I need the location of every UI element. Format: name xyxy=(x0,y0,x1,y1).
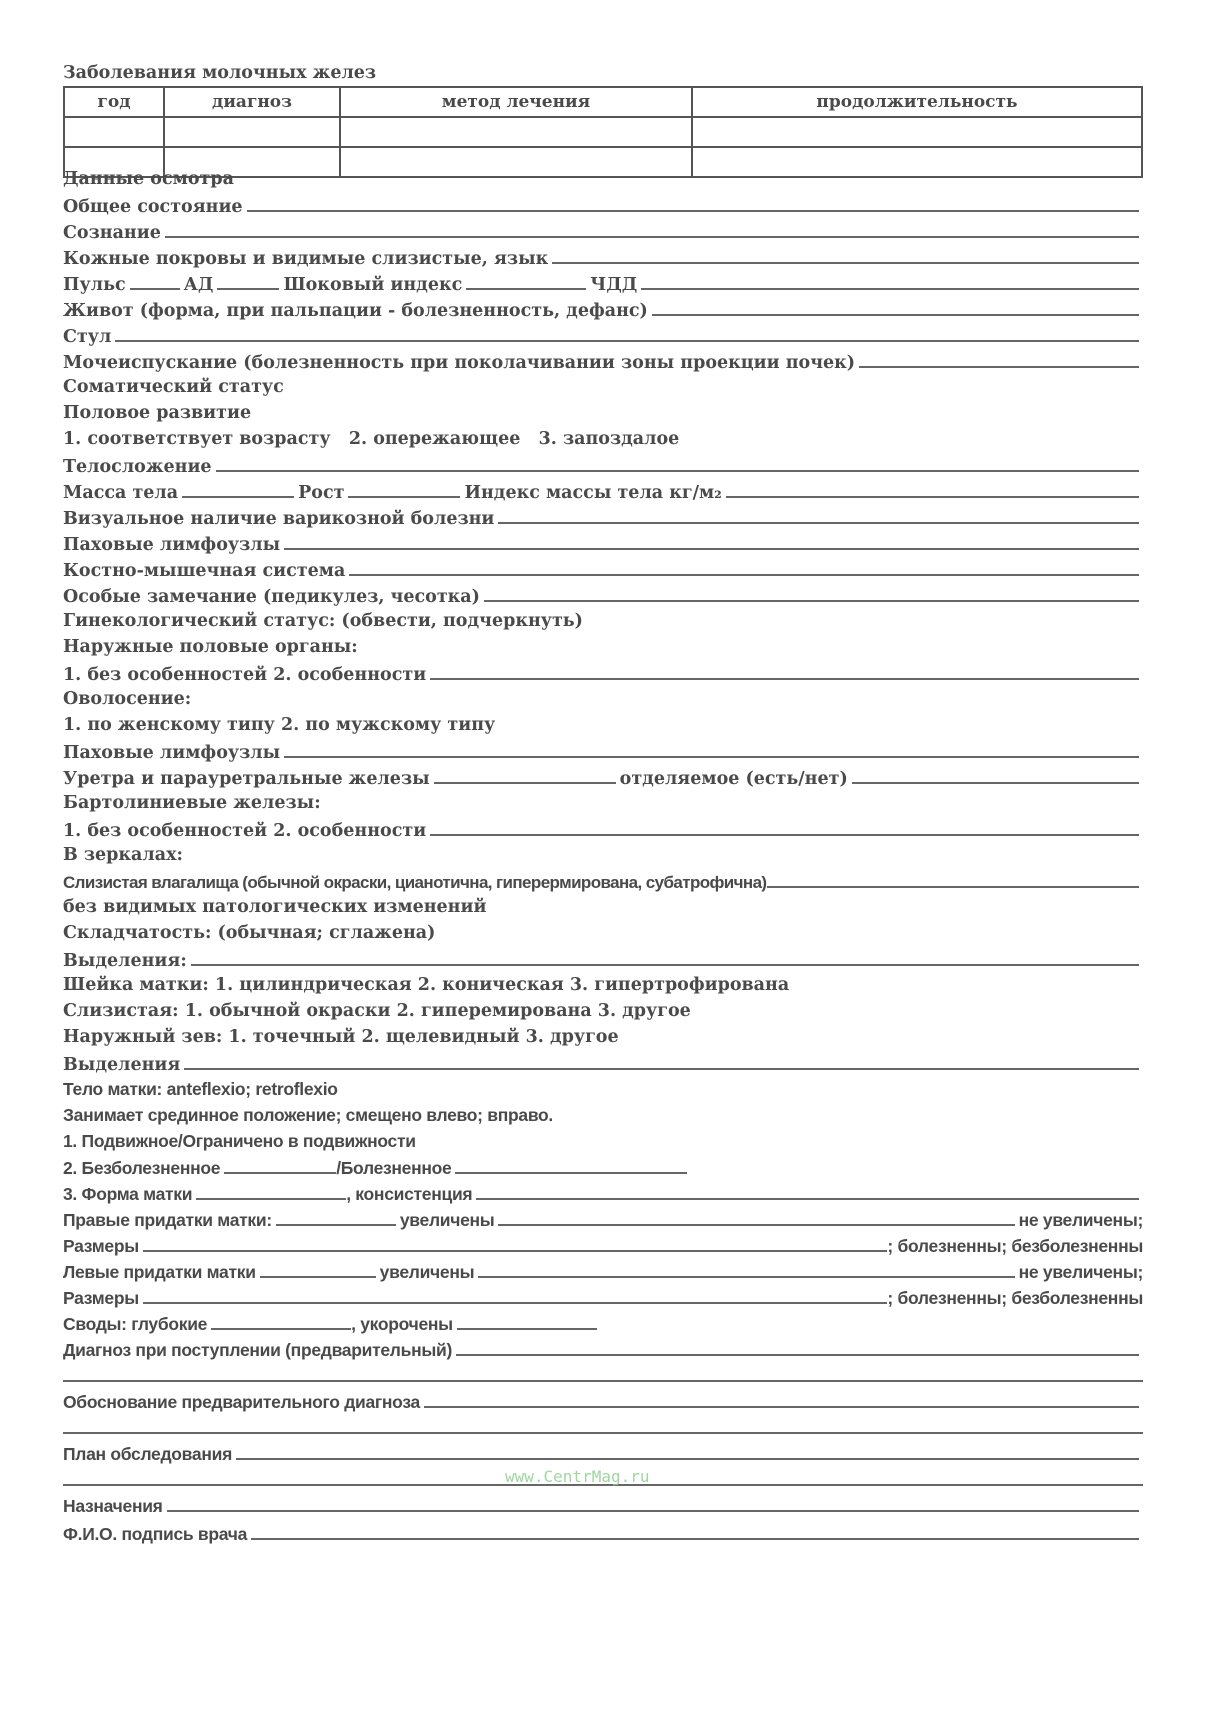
urethra-field[interactable] xyxy=(434,764,616,784)
diagnosis-label: Диагноз при поступлении (предварительный) xyxy=(63,1340,452,1360)
consciousness-label: Сознание xyxy=(63,223,161,243)
discharge-yn-label: отделяемое (есть/нет) xyxy=(619,769,848,789)
vaginal-mucosa-field[interactable] xyxy=(767,868,1140,888)
bp-label: АД xyxy=(183,275,214,295)
varicose-field[interactable] xyxy=(498,504,1139,524)
inguinal-nodes-row xyxy=(63,530,1143,557)
left-adnexa-field[interactable] xyxy=(260,1258,376,1278)
left-sizes-row xyxy=(63,1284,1143,1311)
bartholin-label: Бартолиниевые железы: xyxy=(63,793,321,813)
watermark: www.CentrMag.ru xyxy=(505,1467,650,1486)
sexual-dev-row xyxy=(63,400,1143,427)
plan-label: План обследования xyxy=(63,1444,232,1464)
gyn-heading-row xyxy=(63,608,1143,635)
abdomen-label: Живот (форма, при пальпации - болезненность, дефанс) xyxy=(63,301,648,321)
anthropometry-row xyxy=(63,478,1143,505)
discharge1-label: Выделения: xyxy=(63,951,187,971)
musculoskeletal-row xyxy=(63,556,1143,583)
musculoskeletal-label: Костно-мышечная система xyxy=(63,561,346,581)
table-cell[interactable] xyxy=(340,117,692,147)
bartholin-row xyxy=(63,790,1143,817)
uterus-body-row xyxy=(63,1076,1143,1103)
bmi-field[interactable] xyxy=(726,478,1139,498)
rationale-label: Обоснование предварительного диагноза xyxy=(63,1392,420,1412)
painless-field[interactable] xyxy=(224,1154,336,1174)
mobility-options[interactable]: 1. Подвижное/Ограничено в подвижности xyxy=(63,1131,416,1151)
os-row xyxy=(63,1024,1143,1051)
somatic-label: Соматический статус xyxy=(63,377,284,397)
inguinal-nodes-label: Паховые лимфоузлы xyxy=(63,535,281,555)
fornices-row xyxy=(63,1310,1143,1337)
fornices-deep-field[interactable] xyxy=(211,1310,351,1330)
right-enlarged-label[interactable]: увеличены xyxy=(399,1210,495,1230)
urethra-label: Уретра и парауретральные железы xyxy=(63,769,430,789)
painful-label: /Болезненное xyxy=(336,1158,452,1178)
os-options[interactable]: Наружный зев: 1. точечный 2. щелевидный 3. другое xyxy=(63,1027,619,1047)
left-enlarged-label[interactable]: увеличены xyxy=(379,1262,475,1282)
gyn-inguinal-field[interactable] xyxy=(284,738,1139,758)
general-state-row xyxy=(63,192,1143,219)
rationale-extra-line[interactable] xyxy=(63,1432,1143,1434)
position-options[interactable]: Занимает срединное положение; смещено влево; вправо. xyxy=(63,1105,553,1125)
signature-label: Ф.И.О. подпись врача xyxy=(63,1524,248,1544)
table-cell[interactable] xyxy=(64,117,164,147)
mucosa-options[interactable]: Слизистая: 1. обычной окраски 2. гиперемирована 3. другое xyxy=(63,1001,691,1021)
pulse-label: Пульс xyxy=(63,275,126,295)
hair-label: Оволосение: xyxy=(63,689,192,709)
shortened-label: , укорочены xyxy=(351,1314,453,1334)
left-not-enlarged-label[interactable]: не увеличены; xyxy=(1018,1262,1143,1282)
signature-field[interactable] xyxy=(251,1520,1139,1540)
shock-index-label: Шоковый индекс xyxy=(283,275,463,295)
col-header-year: год xyxy=(64,87,164,117)
rr-label: ЧДД xyxy=(590,275,638,295)
consciousness-field[interactable] xyxy=(165,218,1139,238)
table-cell[interactable] xyxy=(164,117,340,147)
mobility-row xyxy=(63,1128,1143,1155)
urethra-row xyxy=(63,764,1143,791)
vaginal-mucosa-label[interactable]: Слизистая влагалища (обычной окраски, цианотична, гиперермирована, субатрофична) xyxy=(63,873,767,892)
left-pain-options[interactable]: ; болезненны; безболезненны xyxy=(887,1288,1143,1308)
right-enlarged-field[interactable] xyxy=(498,1206,1014,1226)
bartholin-options[interactable]: 1. без особенностей 2. особенности xyxy=(63,821,427,841)
bartholin-field[interactable] xyxy=(430,816,1139,836)
exam-heading: Данные осмотра xyxy=(63,169,234,189)
special-notes-field[interactable] xyxy=(484,582,1139,602)
gyn-inguinal-label: Паховые лимфоузлы xyxy=(63,743,281,763)
shape-label: 3. Форма матки xyxy=(63,1184,193,1204)
height-field[interactable] xyxy=(348,478,460,498)
weight-field[interactable] xyxy=(182,478,294,498)
urination-label: Мочеиспускание (болезненность при поколачивании зоны проекции почек) xyxy=(63,353,856,373)
hair-options[interactable]: 1. по женскому типу 2. по мужскому типу xyxy=(63,715,496,735)
external-row xyxy=(63,634,1143,661)
uterus-body-options[interactable]: Тело матки: anteflexio; retroflexio xyxy=(63,1079,338,1099)
rationale-row xyxy=(63,1388,1143,1415)
musculoskeletal-field[interactable] xyxy=(349,556,1139,576)
external-options[interactable]: 1. без особенностей 2. особенности xyxy=(63,665,427,685)
table-row xyxy=(64,117,1142,147)
section-title: Заболевания молочных желез xyxy=(63,63,377,83)
build-label: Телосложение xyxy=(63,457,212,477)
painful-field[interactable] xyxy=(455,1154,687,1174)
fornices-label: Своды: глубокие xyxy=(63,1314,208,1334)
external-options-row xyxy=(63,660,1143,687)
pain-row xyxy=(63,1154,1143,1181)
col-header-duration: продолжительность xyxy=(692,87,1142,117)
inguinal-nodes-field[interactable] xyxy=(284,530,1139,550)
right-sizes-row xyxy=(63,1232,1143,1259)
discharge2-field[interactable] xyxy=(184,1050,1139,1070)
skin-field[interactable] xyxy=(552,244,1139,264)
abdomen-field[interactable] xyxy=(652,296,1139,316)
stool-label: Стул xyxy=(63,327,112,347)
sexual-dev-options[interactable]: 1. соответствует возрасту 2. опережающее 3. запоздалое xyxy=(63,429,680,449)
left-adnexa-row xyxy=(63,1258,1143,1285)
rr-field[interactable] xyxy=(641,270,1139,290)
prescriptions-row xyxy=(63,1492,1143,1519)
plan-field[interactable] xyxy=(236,1440,1139,1460)
mirrors-label: В зеркалах: xyxy=(63,845,183,865)
height-label: Рост xyxy=(298,483,345,503)
left-enlarged-field[interactable] xyxy=(478,1258,1014,1278)
stool-field[interactable] xyxy=(115,322,1139,342)
right-adnexa-field[interactable] xyxy=(276,1206,396,1226)
col-header-diagnosis: диагноз xyxy=(164,87,340,117)
consciousness-row xyxy=(63,218,1143,245)
gyn-inguinal-row xyxy=(63,738,1143,765)
sexual-dev-options-row xyxy=(63,426,1143,453)
position-row xyxy=(63,1102,1143,1129)
bartholin-options-row xyxy=(63,816,1143,843)
folding-label[interactable]: Складчатость: (обычная; сглажена) xyxy=(63,923,436,943)
prescriptions-field[interactable] xyxy=(167,1492,1139,1512)
rationale-field[interactable] xyxy=(424,1388,1139,1408)
breast-disease-table xyxy=(63,86,1143,178)
plan-row xyxy=(63,1440,1143,1467)
general-state-field[interactable] xyxy=(247,192,1139,212)
build-row xyxy=(63,452,1143,479)
abdomen-row xyxy=(63,296,1143,323)
left-sizes-label: Размеры xyxy=(63,1288,139,1308)
skin-row xyxy=(63,244,1143,271)
right-sizes-field[interactable] xyxy=(143,1232,888,1252)
build-field[interactable] xyxy=(216,452,1139,472)
discharge1-field[interactable] xyxy=(191,946,1139,966)
shortened-field[interactable] xyxy=(457,1310,597,1330)
shape-row xyxy=(63,1180,1143,1207)
table-header-row xyxy=(64,87,1142,117)
bp-field[interactable] xyxy=(217,270,279,290)
consistency-field[interactable] xyxy=(476,1180,1139,1200)
folding-row xyxy=(63,920,1143,947)
mucosa-row xyxy=(63,998,1143,1025)
general-state-label: Общее состояние xyxy=(63,197,243,217)
table-cell[interactable] xyxy=(692,117,1142,147)
special-notes-row xyxy=(63,582,1143,609)
shock-index-field[interactable] xyxy=(466,270,586,290)
left-sizes-field[interactable] xyxy=(143,1284,888,1304)
consistency-label: , консистенция xyxy=(346,1184,473,1204)
somatic-row xyxy=(63,374,1143,401)
varicose-row xyxy=(63,504,1143,531)
left-adnexa-label: Левые придатки матки xyxy=(63,1262,256,1282)
discharge2-label: Выделения xyxy=(63,1055,181,1075)
hair-row xyxy=(63,686,1143,713)
sexual-dev-label: Половое развитие xyxy=(63,403,252,423)
hair-options-row xyxy=(63,712,1143,739)
vaginal-mucosa-row xyxy=(63,868,1143,895)
diagnosis-field[interactable] xyxy=(456,1336,1139,1356)
discharge-yn-field[interactable] xyxy=(852,764,1139,784)
urination-field[interactable] xyxy=(859,348,1139,368)
vitals-row xyxy=(63,270,1143,297)
diagnosis-row xyxy=(63,1336,1143,1363)
right-not-enlarged-label[interactable]: не увеличены; xyxy=(1018,1210,1143,1230)
urination-row xyxy=(63,348,1143,375)
col-header-treatment: метод лечения xyxy=(340,87,692,117)
painless-label: 2. Безболезненное xyxy=(63,1158,221,1178)
right-pain-options[interactable]: ; болезненны; безболезненны xyxy=(887,1236,1143,1256)
exam-heading-row xyxy=(63,166,1143,193)
signature-row xyxy=(63,1520,1143,1547)
cervix-options[interactable]: Шейка матки: 1. цилиндрическая 2. коническая 3. гипертрофирована xyxy=(63,975,790,995)
pulse-field[interactable] xyxy=(130,270,180,290)
discharge1-row xyxy=(63,946,1143,973)
skin-label: Кожные покровы и видимые слизистые, язык xyxy=(63,249,549,269)
diagnosis-extra-line[interactable] xyxy=(63,1380,1143,1382)
external-label: Наружные половые органы: xyxy=(63,637,358,657)
varicose-label: Визуальное наличие варикозной болезни xyxy=(63,509,495,529)
gyn-heading: Гинекологический статус: (обвести, подчеркнуть) xyxy=(63,611,583,631)
right-adnexa-label: Правые придатки матки: xyxy=(63,1210,272,1230)
right-sizes-label: Размеры xyxy=(63,1236,139,1256)
prescriptions-label: Назначения xyxy=(63,1496,163,1516)
no-pathology-row xyxy=(63,894,1143,921)
stool-row xyxy=(63,322,1143,349)
no-pathology-label[interactable]: без видимых патологических изменений xyxy=(63,897,487,917)
bmi-label: Индекс массы тела кг/м₂ xyxy=(464,483,722,503)
shape-field[interactable] xyxy=(196,1180,346,1200)
discharge2-row xyxy=(63,1050,1143,1077)
right-adnexa-row xyxy=(63,1206,1143,1233)
mirrors-row xyxy=(63,842,1143,869)
external-field[interactable] xyxy=(430,660,1139,680)
special-notes-label: Особые замечание (педикулез, чесотка) xyxy=(63,587,480,607)
weight-label: Масса тела xyxy=(63,483,179,503)
cervix-row xyxy=(63,972,1143,999)
